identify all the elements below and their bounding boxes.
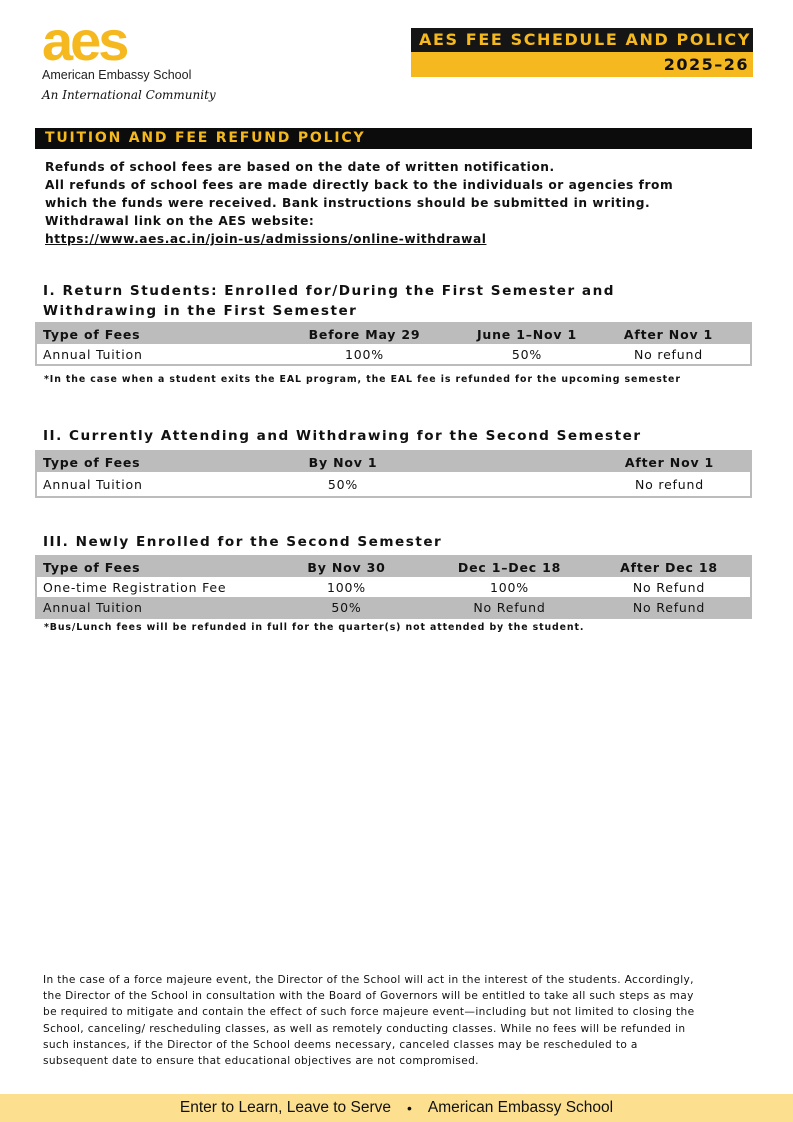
table-cell: 50% [331,599,362,615]
force-majeure-line: such instances, if the Director of the School deems necessary, canceled classes may be rescheduled to a [43,1038,638,1051]
logo-mark: aes [42,9,127,72]
table-header-cell: After Nov 1 [623,326,714,342]
logo-tagline: An International Community [42,88,216,102]
table-cell: 50% [327,476,359,492]
table-header-cell: By Nov 30 [307,559,386,575]
table-row [37,597,750,617]
table-row [37,577,750,597]
footer-motto: Enter to Learn, Leave to Serve [179,1099,391,1116]
table-header-row [37,324,750,344]
table-header-cell: After Dec 18 [620,559,718,575]
table-cell: 100% [345,346,384,362]
table-cell: Annual Tuition [43,346,143,362]
table-row [37,472,750,496]
table-header-cell: Dec 1–Dec 18 [457,559,562,575]
table-cell: No Refund [473,599,546,615]
section-1-title-line: Withdrawing in the First Semester [43,303,358,319]
section-1-title [43,281,615,321]
table-cell: No refund [635,476,704,492]
section-2-title: II. Currently Attending and Withdrawing for the Second Semester [43,428,642,444]
policy-line: which the funds were received. Bank instructions should be submitted in writing. [45,196,651,210]
table-cell: Annual Tuition [43,476,143,492]
table-header-cell: After Nov 1 [624,454,715,470]
table-header-cell: Before May 29 [308,326,421,342]
table-header-cell: Type of Fees [43,559,141,575]
school-logo [42,9,222,102]
footer-school-name: American Embassy School [427,1099,614,1116]
table-header-row [37,452,750,472]
withdrawal-link[interactable]: https://www.aes.ac.in/join-us/admissions/online-withdrawal [45,232,487,246]
policy-line: Withdrawal link on the AES website: [45,214,315,228]
policy-line: Refunds of school fees are based on the date of written notification. [45,160,555,174]
force-majeure-line: School, canceling/ rescheduling classes, as well as remotely conducting classes. While no fees will be refunded in [43,1022,686,1035]
table-header-row [37,557,750,577]
section-1-note: *In the case when a student exits the EAL program, the EAL fee is refunded for the upcoming semester [44,374,681,385]
section-1-table [35,322,752,366]
force-majeure-text [43,972,743,1069]
section-2-table [35,450,752,498]
section-3-table [35,555,752,619]
table-cell: 100% [490,579,529,595]
section-1-title-line: I. Return Students: Enrolled for/During the First Semester and [43,283,616,299]
table-row [37,344,750,364]
table-cell: Annual Tuition [43,599,143,615]
table-cell: No Refund [632,579,706,595]
policy-line: All refunds of school fees are made directly back to the individuals or agencies from [45,178,674,192]
logo-school-name: American Embassy School [42,68,192,82]
table-cell: 50% [511,346,543,362]
table-cell: One-time Registration Fee [43,579,227,595]
document-year: 2025–26 [411,52,753,77]
refund-policy-text [45,158,745,248]
refund-policy-heading: TUITION AND FEE REFUND POLICY [35,128,752,149]
force-majeure-line: subsequent date to ensure that educational objectives are not compromised. [43,1055,479,1068]
force-majeure-line: the Director of the School in consultation with the Board of Governors will be entitled to take all such steps as may [43,990,694,1003]
table-header-cell: June 1–Nov 1 [476,326,578,342]
table-cell: 100% [327,579,366,595]
force-majeure-line: In the case of a force majeure event, the Director of the School will act in the interest of the students. Accordingly, [43,974,694,986]
page-footer [0,1094,793,1122]
table-cell: No refund [634,346,703,362]
table-header-cell: By Nov 1 [308,454,378,470]
document-title: AES FEE SCHEDULE AND POLICY [411,28,753,52]
table-header-cell: Type of Fees [43,454,141,470]
section-3-note: *Bus/Lunch fees will be refunded in full for the quarter(s) not attended by the student. [44,622,585,633]
table-cell: No Refund [632,599,706,615]
footer-separator: • [406,1100,412,1116]
table-header-cell: Type of Fees [43,326,141,342]
section-3-title: III. Newly Enrolled for the Second Semester [43,534,443,550]
force-majeure-line: be required to mitigate and contain the effect of such force majeure event—including but not limited to closing the [43,1006,695,1019]
